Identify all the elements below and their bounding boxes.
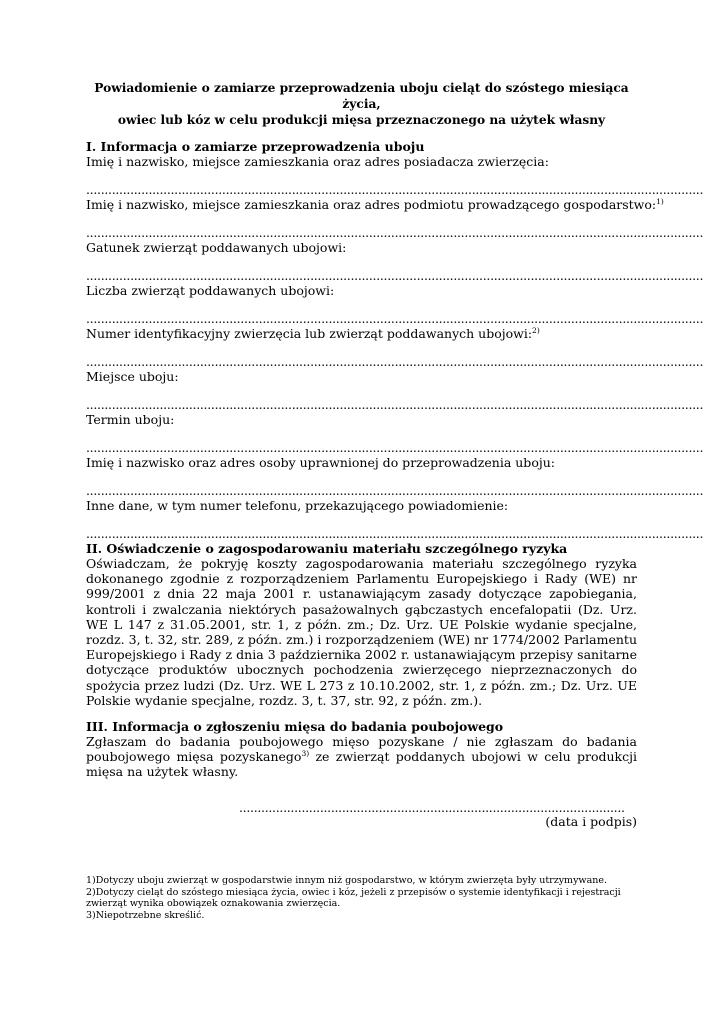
field-input-species[interactable]: ........................................................................................................................................................................ [86, 268, 704, 283]
field-input-id-number[interactable]: ........................................................................................................................................................................ [86, 354, 704, 369]
field-label-other-data: Inne dane, w tym numer telefonu, przekazującego powiadomienie: [86, 498, 509, 513]
section1-heading: I. Informacja o zamiarze przeprowadzenia uboju [86, 139, 425, 154]
field-input-operator[interactable]: ........................................................................................................................................................................ [86, 225, 704, 240]
footnote-ref-3: 3) [301, 749, 310, 759]
field-input-slaughterer[interactable]: ........................................................................................................................................................................ [86, 483, 704, 498]
field-label-operator: Imię i nazwisko, miejsce zamieszkania oraz adres podmiotu prowadzącego gospodarstwo:$^{1)}$ [86, 197, 664, 212]
footnote-ref-2: 2) [532, 326, 540, 335]
document-title-line1: Powiadomienie o zamiarze przeprowadzenia uboju cieląt do szóstego miesiąca życia, [94, 81, 629, 111]
footnote-ref-1: 1) [656, 197, 664, 206]
form-body [86, 80, 704, 780]
field-input-place[interactable]: ........................................................................................................................................................................ [86, 397, 704, 412]
footnote-2: 2)Dotyczy cieląt do szóstego miesiąca życia, owiec i kóz, jeżeli z przepisów o systemie identyfikacji i rejestracji zwierząt wynika obowiązek oznakowania zwierzęcia. [86, 886, 621, 909]
signature-line[interactable]: ......................................................................................................... [239, 800, 625, 815]
section3-heading: III. Informacja o zgłoszeniu mięsa do badania poubojowego [86, 719, 504, 735]
section3-statement: Zgłaszam do badania poubojowego mięso pozyskane / nie zgłaszam do badania poubojowego mięsa pozyskanego$^{3)}$ ze zwierząt poddanych ubojowi w celu produkcji mięsa na użytek własny. [86, 734, 637, 780]
footnotes [86, 875, 637, 921]
field-label-count: Liczba zwierząt poddawanych ubojowi: [86, 283, 335, 298]
section2-heading: II. Oświadczenie o zagospodarowaniu materiału szczególnego ryzyka [86, 541, 568, 556]
document-title-line2: owiec lub kóz w celu produkcji mięsa przeznaczonego na użytek własny [117, 113, 606, 127]
signature-label: (data i podpis) [545, 814, 637, 829]
field-label-species: Gatunek zwierząt poddawanych ubojowi: [86, 240, 347, 255]
field-input-owner[interactable]: ........................................................................................................................................................................ [86, 182, 704, 197]
footnote-3: 3)Niepotrzebne skreślić. [86, 909, 205, 921]
field-label-place: Miejsce uboju: [86, 369, 179, 384]
field-label-owner: Imię i nazwisko, miejsce zamieszkania oraz adres posiadacza zwierzęcia: [86, 154, 549, 169]
field-label-date: Termin uboju: [86, 412, 175, 427]
field-input-other-data[interactable]: ........................................................................................................................................................................ [86, 526, 704, 541]
section2-statement: Oświadczam, że pokryję koszty zagospodarowania materiału szczególnego ryzyka dokonanego zgodnie z rozporządzeniem Parlamentu Europejskiego i Rady (WE) nr 999/2001 z dnia 22 maja 2001 r. ustanawiającym zasady dotyczące zapobiegania, kontroli i zwalczania niektórych pasażowalnych gąbczastych encefalopatii (Dz. Urz. WE L 147 z 31.05.2001, str. 1, z późn. zm.; Dz. Urz. UE Polskie wydanie specjalne, rozdz. 3, t. 32, str. 289, z późn. zm.) i rozporządzeniem (WE) nr 1774/2002 Parlamentu Europejskiego i Rady z dnia 3 października 2002 r. ustanawiającym przepisy sanitarne dotyczące produktów ubocznych pochodzenia zwierzęcego nieprzeznaczonych do spożycia przez ludzi (Dz. Urz. WE L 273 z 10.10.2002, str. 1, z późn. zm.; Dz. Urz. UE Polskie wydanie specjalne, rozdz. 3, t. 37, str. 92, z późn. zm.). [86, 556, 637, 708]
field-label-slaughterer: Imię i nazwisko oraz adres osoby uprawnionej do przeprowadzenia uboju: [86, 455, 555, 470]
field-input-date[interactable]: ........................................................................................................................................................................ [86, 440, 704, 455]
field-label-id-number: Numer identyfikacyjny zwierzęcia lub zwierząt poddawanych ubojowi:$^{2)}$ [86, 326, 540, 341]
field-input-count[interactable]: ........................................................................................................................................................................ [86, 311, 704, 326]
footnote-1: 1)Dotyczy uboju zwierząt w gospodarstwie innym niż gospodarstwo, w którym zwierzęta były utrzymywane. [86, 875, 607, 886]
